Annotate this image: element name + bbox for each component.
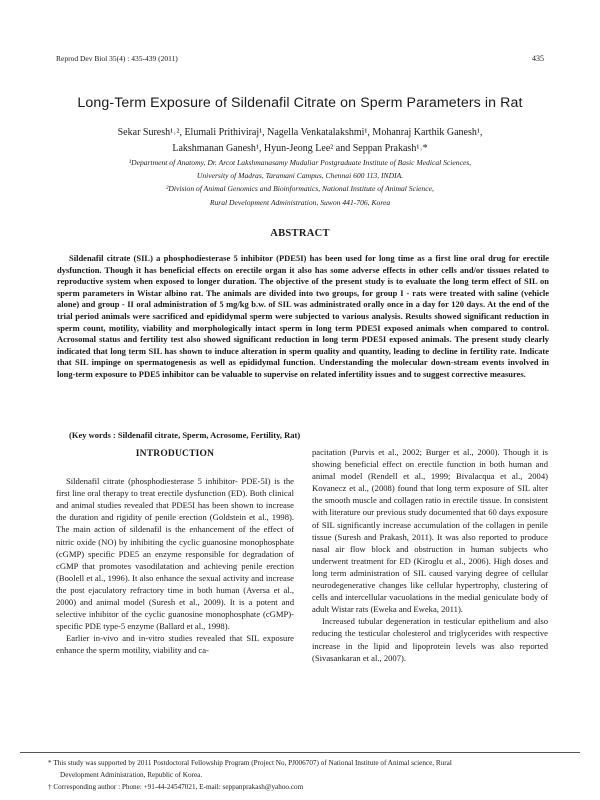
intro-paragraph: Earlier in-vivo and in-vitro studies revealed that SIL exposure enhance the sperm motility, viability and ca- [56, 633, 294, 656]
abstract-heading: ABSTRACT [270, 228, 330, 239]
article-title: Long-Term Exposure of Sildenafil Citrate on Sperm Parameters in Rat [77, 95, 523, 111]
intro-paragraph: Sildenafil citrate (phosphodiesterase 5 inhibitor- PDE-5I) is the first line oral therapy to treat erectile dysfunction (ED). Both clinical and animal studies revealed that PDE5I has been shown to increase the duration and rigidity of penile erection (Goldstein et al., 1998). The main action of sildenafil is the enhancement of the effect of nitric oxide (NO) by inhibiting the cyclic guanosine monophosphate (cGMP) specific PDE5 an enzyme responsible for degradation of cGMP that promotes vasodilatation and achieving penile erection (Boolell et al., 1996). It also enhance the sexual activity and increase the post ejaculatory refractory time in both human (Aversa et al., 2000) and animal model (Suresh et al., 2009). It is a potent and selective inhibitor of the cyclic guanosine monophosphate (cGMP)-specific PDE type-5 enzyme (Ballard et al., 1998). [56, 476, 294, 632]
running-header [56, 54, 544, 66]
affiliation-line: Rural Development Administration, Suwon 441-706, Korea [209, 197, 391, 207]
corresponding-author-footnote: † Corresponding author : Phone: +91-44-24547021, E-mail: seppanprakash@yahoo.com [48, 783, 304, 792]
affiliations [56, 156, 544, 209]
intro-paragraph-continued: pacitation (Purvis et al., 2002; Burger et al., 2000). Though it is showing beneficial effect on erectile function in both human and animal model (Rendell et al., 1999; Bivalacqua et al., 2004) Kovanecz et al., (2008) found that long term exposure of SIL alter the smooth muscle and collagen ratio in erectile tissue. In consistent with literature our previous study documented that 60 days exposure of SIL significantly increase accumulation of the collagen in penile tissue (Suresh and Prakash, 2011). It was also reported to produce nasal air flow block and obstruction in human subjects who underwent treatment for ED (Kiroglu et al., 2006). High doses and long term administration of SIL caused varying degree of cellular neurodegenerative changes like cellular hypertrophy, clustering of cells and intercellular vacuolations in the medial geniculate body of adult Wistar rats (Eweka and Eweka, 2011). [312, 447, 548, 615]
funding-footnote: * This study was supported by 2011 Postdoctoral Fellowship Program (Project No, PJ006707) of National Institute of Animal science, Rural [48, 759, 452, 767]
journal-citation: Reprod Dev Biol 35(4) : 435-439 (2011) [56, 54, 178, 63]
footnote-divider [20, 752, 580, 753]
author-line: Lakshmanan Ganesh¹, Hyun-Jeong Lee² and Seppan Prakash¹˒* [172, 143, 428, 154]
intro-paragraph: Increased tubular degeneration in testicular epithelium and also reducing the testicular cholesterol and triglycerides with respective increase in the lipid and lipoprotein levels was also reported (Sivasankaran et al., 2007). [312, 616, 548, 663]
keywords: (Key words : Sildenafil citrate, Sperm, Acrosome, Fertility, Rat) [69, 430, 301, 440]
left-column [56, 448, 294, 657]
author-line: Sekar Suresh¹˒², Elumali Prithiviraj¹, Nagella Venkatalakshmi¹, Mohanraj Karthik Ganesh¹, [117, 127, 483, 138]
author-list [56, 125, 544, 157]
right-column [312, 446, 548, 664]
affiliation-line: University of Madras, Taramani Campus, Chennai 600 113, INDIA. [196, 171, 404, 181]
affiliation-line: ²Division of Animal Genomics and Bioinformatics, National Institute of Animal Science, [166, 184, 434, 194]
abstract-text: Sildenafil citrate (SIL) a phosphodiesterase 5 inhibitor (PDE5I) has been used for long time as a first line oral drug for erectile dysfunction. Though it has beneficial effects on erectile organ it also has some adverse effects in other cells and/or tissues related to reproductive system when exposed to longer duration. The objective of the present study is to evaluate the long term effect of SIL on sperm parameters in Wistar albino rat. The animals are divided into two groups, for group I - rats were treated with saline (vehicle alone) and group - II oral administration of 5 mg/kg b.w. of SIL was administrated orally once in a day for 120 days. At the end of the trial period animals were sacrificed and epididymal sperm were subjected to various analysis. Results showed significant reduction in sperm count, motility, viability and morphologically intact sperm in long term PDE5I exposed animals when compared to control. Acrosomal status and fertility test also showed significant reduction in long term PDE5I exposed animals. The present study clearly indicated that long term SIL has shown to induce alteration in sperm quality and quantity, leading to decline in fertility rate. Indicate that SIL impinge on spermatogenesis as well as epididymal function. Understanding the molecular down-stream events involved in long-term exposure to PDE5 inhibitor can be valuable to supervise on related infertility issues and to suggest corrective measures. [57, 253, 549, 379]
introduction-heading: INTRODUCTION [135, 449, 215, 459]
footnotes [48, 757, 560, 794]
page-number: 435 [532, 54, 544, 63]
funding-footnote-continued: Development Administration, Republic of Korea. [60, 771, 203, 780]
affiliation-line: ¹Department of Anatomy, Dr. Arcot Lakshmanasamy Mudaliar Postgraduate Institute of Basic Medical Sciences, [128, 158, 472, 167]
